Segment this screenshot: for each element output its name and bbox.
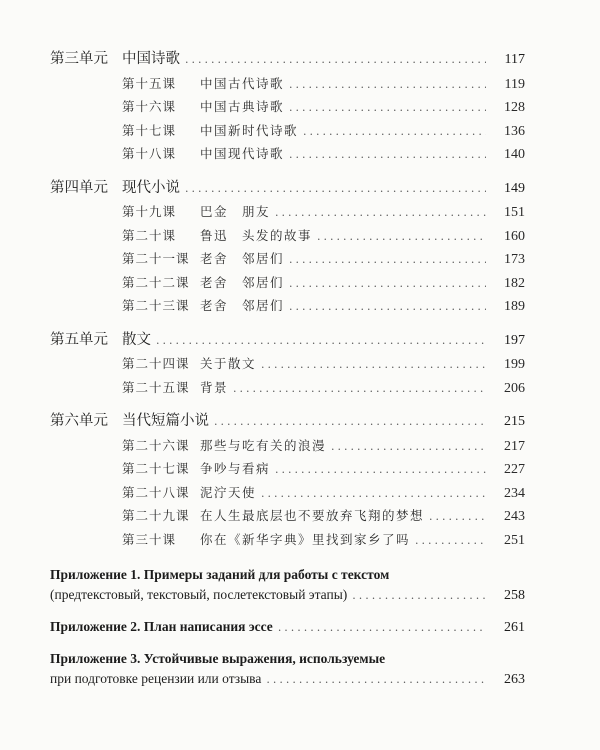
page-number: 140 bbox=[504, 147, 525, 162]
lesson-title bbox=[200, 224, 312, 248]
dot-leader bbox=[352, 590, 486, 602]
page-number: 215 bbox=[504, 414, 525, 429]
lesson-title bbox=[200, 294, 284, 318]
appendix-entry[interactable] bbox=[50, 649, 525, 689]
dot-leader bbox=[266, 674, 486, 686]
lesson-number: 第十七课 bbox=[122, 122, 177, 138]
lesson-author: 鲁迅 bbox=[200, 227, 229, 243]
appendix-list bbox=[50, 565, 525, 689]
lesson-number: 第二十课 bbox=[122, 227, 177, 243]
lesson-number: 第十八课 bbox=[122, 146, 177, 161]
appendix-title-row bbox=[50, 617, 525, 637]
lesson-number: 第二十五课 bbox=[122, 379, 190, 395]
dot-leader bbox=[289, 301, 486, 313]
section-gap bbox=[50, 551, 525, 565]
lesson-work: 朋友 bbox=[242, 204, 271, 219]
dot-leader bbox=[289, 278, 486, 290]
dot-leader bbox=[275, 464, 486, 476]
toc-lesson-row[interactable] bbox=[50, 481, 525, 505]
dot-leader bbox=[185, 183, 486, 195]
page-number: 258 bbox=[504, 588, 525, 603]
lesson-work: 邻居们 bbox=[242, 251, 285, 266]
dot-leader bbox=[289, 102, 486, 114]
toc-lesson-row[interactable] bbox=[50, 72, 525, 96]
lesson-number: 第二十三课 bbox=[122, 298, 190, 313]
lesson-title: 你在《新华字典》里找到家乡了吗 bbox=[200, 531, 411, 547]
appendix-entry[interactable] bbox=[50, 617, 525, 637]
appendix-title-row bbox=[50, 649, 525, 669]
unit-title: 中国诗歌 bbox=[122, 51, 180, 67]
page-number: 151 bbox=[504, 205, 525, 220]
dot-leader bbox=[261, 359, 486, 371]
page-number: 261 bbox=[504, 620, 525, 635]
page-number: 197 bbox=[504, 332, 525, 348]
lesson-number: 第二十二课 bbox=[122, 274, 190, 290]
table-of-contents bbox=[50, 48, 525, 701]
toc-lesson-row[interactable] bbox=[50, 294, 525, 318]
lesson-number: 第十六课 bbox=[122, 99, 177, 114]
toc-lesson-row[interactable] bbox=[50, 119, 525, 143]
dot-leader bbox=[261, 488, 486, 500]
unit-label: 第五单元 bbox=[50, 331, 108, 348]
lesson-title: 争吵与看病 bbox=[200, 461, 271, 476]
appendix-subtitle: при подготовке рецензии или отзыва bbox=[50, 671, 262, 686]
page-number: 234 bbox=[504, 485, 525, 501]
appendix-entry[interactable] bbox=[50, 565, 525, 605]
lesson-number: 第十五课 bbox=[122, 75, 177, 91]
appendix-subtitle: (предтекстовый, текстовый, послетекстовый этапы) bbox=[50, 587, 348, 602]
lesson-title bbox=[200, 247, 284, 271]
section-gap bbox=[50, 166, 525, 177]
dot-leader bbox=[275, 207, 486, 219]
lesson-title: 中国古典诗歌 bbox=[200, 99, 285, 114]
dot-leader bbox=[415, 535, 486, 547]
page-number: 173 bbox=[504, 252, 525, 267]
page-number: 119 bbox=[504, 76, 525, 92]
lesson-title: 中国新时代诗歌 bbox=[200, 122, 299, 138]
dot-leader bbox=[429, 511, 486, 523]
unit-title: 散文 bbox=[122, 331, 151, 348]
page-number: 160 bbox=[504, 228, 525, 244]
toc-lesson-row[interactable] bbox=[50, 142, 525, 166]
page-number: 199 bbox=[504, 357, 525, 372]
page-number: 217 bbox=[504, 438, 525, 454]
page-number: 263 bbox=[504, 672, 525, 687]
dot-leader bbox=[185, 54, 486, 66]
lesson-author: 巴金 bbox=[200, 204, 229, 219]
unit-label: 第四单元 bbox=[50, 179, 108, 196]
page-number: 149 bbox=[504, 180, 525, 196]
lesson-author: 老舍 bbox=[200, 251, 229, 266]
appendix-title: Приложение 2. План написания эссе bbox=[50, 619, 273, 634]
appendix-subtitle-row bbox=[50, 669, 525, 689]
toc-lesson-row[interactable] bbox=[50, 504, 525, 528]
page-number: 206 bbox=[504, 380, 525, 396]
section-gap bbox=[50, 399, 525, 410]
lesson-number: 第二十一课 bbox=[122, 251, 190, 266]
toc-lesson-row[interactable] bbox=[50, 95, 525, 119]
dot-leader bbox=[289, 79, 486, 91]
dot-leader bbox=[156, 335, 486, 347]
toc-unit-row[interactable] bbox=[50, 48, 525, 72]
unit-title: 现代小说 bbox=[122, 179, 180, 196]
toc-lesson-row[interactable] bbox=[50, 528, 525, 552]
toc-unit-row[interactable] bbox=[50, 177, 525, 201]
page-number: 136 bbox=[504, 123, 525, 139]
dot-leader bbox=[289, 254, 486, 266]
unit-label: 第三单元 bbox=[50, 51, 108, 67]
lesson-author: 老舍 bbox=[200, 298, 229, 313]
unit-title: 当代短篇小说 bbox=[122, 413, 209, 429]
appendix-title-row bbox=[50, 565, 525, 585]
toc-lesson-row[interactable] bbox=[50, 224, 525, 248]
unit-label: 第六单元 bbox=[50, 413, 108, 429]
dot-leader bbox=[289, 149, 486, 161]
toc-unit-row[interactable] bbox=[50, 410, 525, 434]
lesson-title: 中国古代诗歌 bbox=[200, 75, 285, 91]
lesson-number: 第十九课 bbox=[122, 204, 177, 219]
lesson-title bbox=[200, 271, 284, 295]
lesson-title bbox=[200, 200, 270, 224]
lesson-author: 老舍 bbox=[200, 274, 229, 290]
lesson-number: 第三十课 bbox=[122, 531, 177, 547]
page-number: 182 bbox=[504, 275, 525, 291]
toc-lesson-row[interactable] bbox=[50, 200, 525, 224]
lesson-number: 第二十六课 bbox=[122, 437, 190, 453]
page-number: 128 bbox=[504, 100, 525, 115]
lesson-number: 第二十九课 bbox=[122, 508, 190, 523]
lesson-title: 关于散文 bbox=[200, 356, 257, 371]
page-number: 251 bbox=[504, 532, 525, 548]
page-number: 117 bbox=[504, 52, 525, 67]
toc-lesson-row[interactable] bbox=[50, 434, 525, 458]
appendix-subtitle-row bbox=[50, 585, 525, 605]
toc-lesson-row[interactable] bbox=[50, 376, 525, 400]
page-number: 227 bbox=[504, 462, 525, 477]
lesson-title: 泥泞天使 bbox=[200, 484, 257, 500]
dot-leader bbox=[303, 126, 486, 138]
toc-unit-row[interactable] bbox=[50, 329, 525, 353]
lesson-number: 第二十七课 bbox=[122, 461, 190, 476]
dot-leader bbox=[317, 231, 486, 243]
dot-leader bbox=[331, 441, 486, 453]
lesson-work: 邻居们 bbox=[242, 298, 285, 313]
lesson-work: 邻居们 bbox=[242, 274, 285, 290]
lesson-title: 在人生最底层也不要放弃飞翔的梦想 bbox=[200, 508, 425, 523]
section-gap bbox=[50, 318, 525, 329]
lesson-number: 第二十四课 bbox=[122, 356, 190, 371]
lesson-title: 中国现代诗歌 bbox=[200, 146, 285, 161]
toc-lesson-row[interactable] bbox=[50, 352, 525, 376]
lesson-number: 第二十八课 bbox=[122, 484, 190, 500]
toc-lesson-row[interactable] bbox=[50, 457, 525, 481]
lesson-work: 头发的故事 bbox=[242, 227, 313, 243]
lesson-title: 背景 bbox=[200, 379, 229, 395]
dot-leader bbox=[233, 383, 486, 395]
page-number: 189 bbox=[504, 299, 525, 314]
dot-leader bbox=[278, 622, 486, 634]
dot-leader bbox=[214, 416, 486, 428]
appendix-title: Приложение 3. Устойчивые выражения, используемые bbox=[50, 651, 386, 666]
page-number: 243 bbox=[504, 509, 525, 524]
toc-lesson-row[interactable] bbox=[50, 271, 525, 295]
appendix-title: Приложение 1. Примеры заданий для работы с текстом bbox=[50, 567, 390, 582]
toc-lesson-row[interactable] bbox=[50, 247, 525, 271]
lesson-title: 那些与吃有关的浪漫 bbox=[200, 437, 327, 453]
